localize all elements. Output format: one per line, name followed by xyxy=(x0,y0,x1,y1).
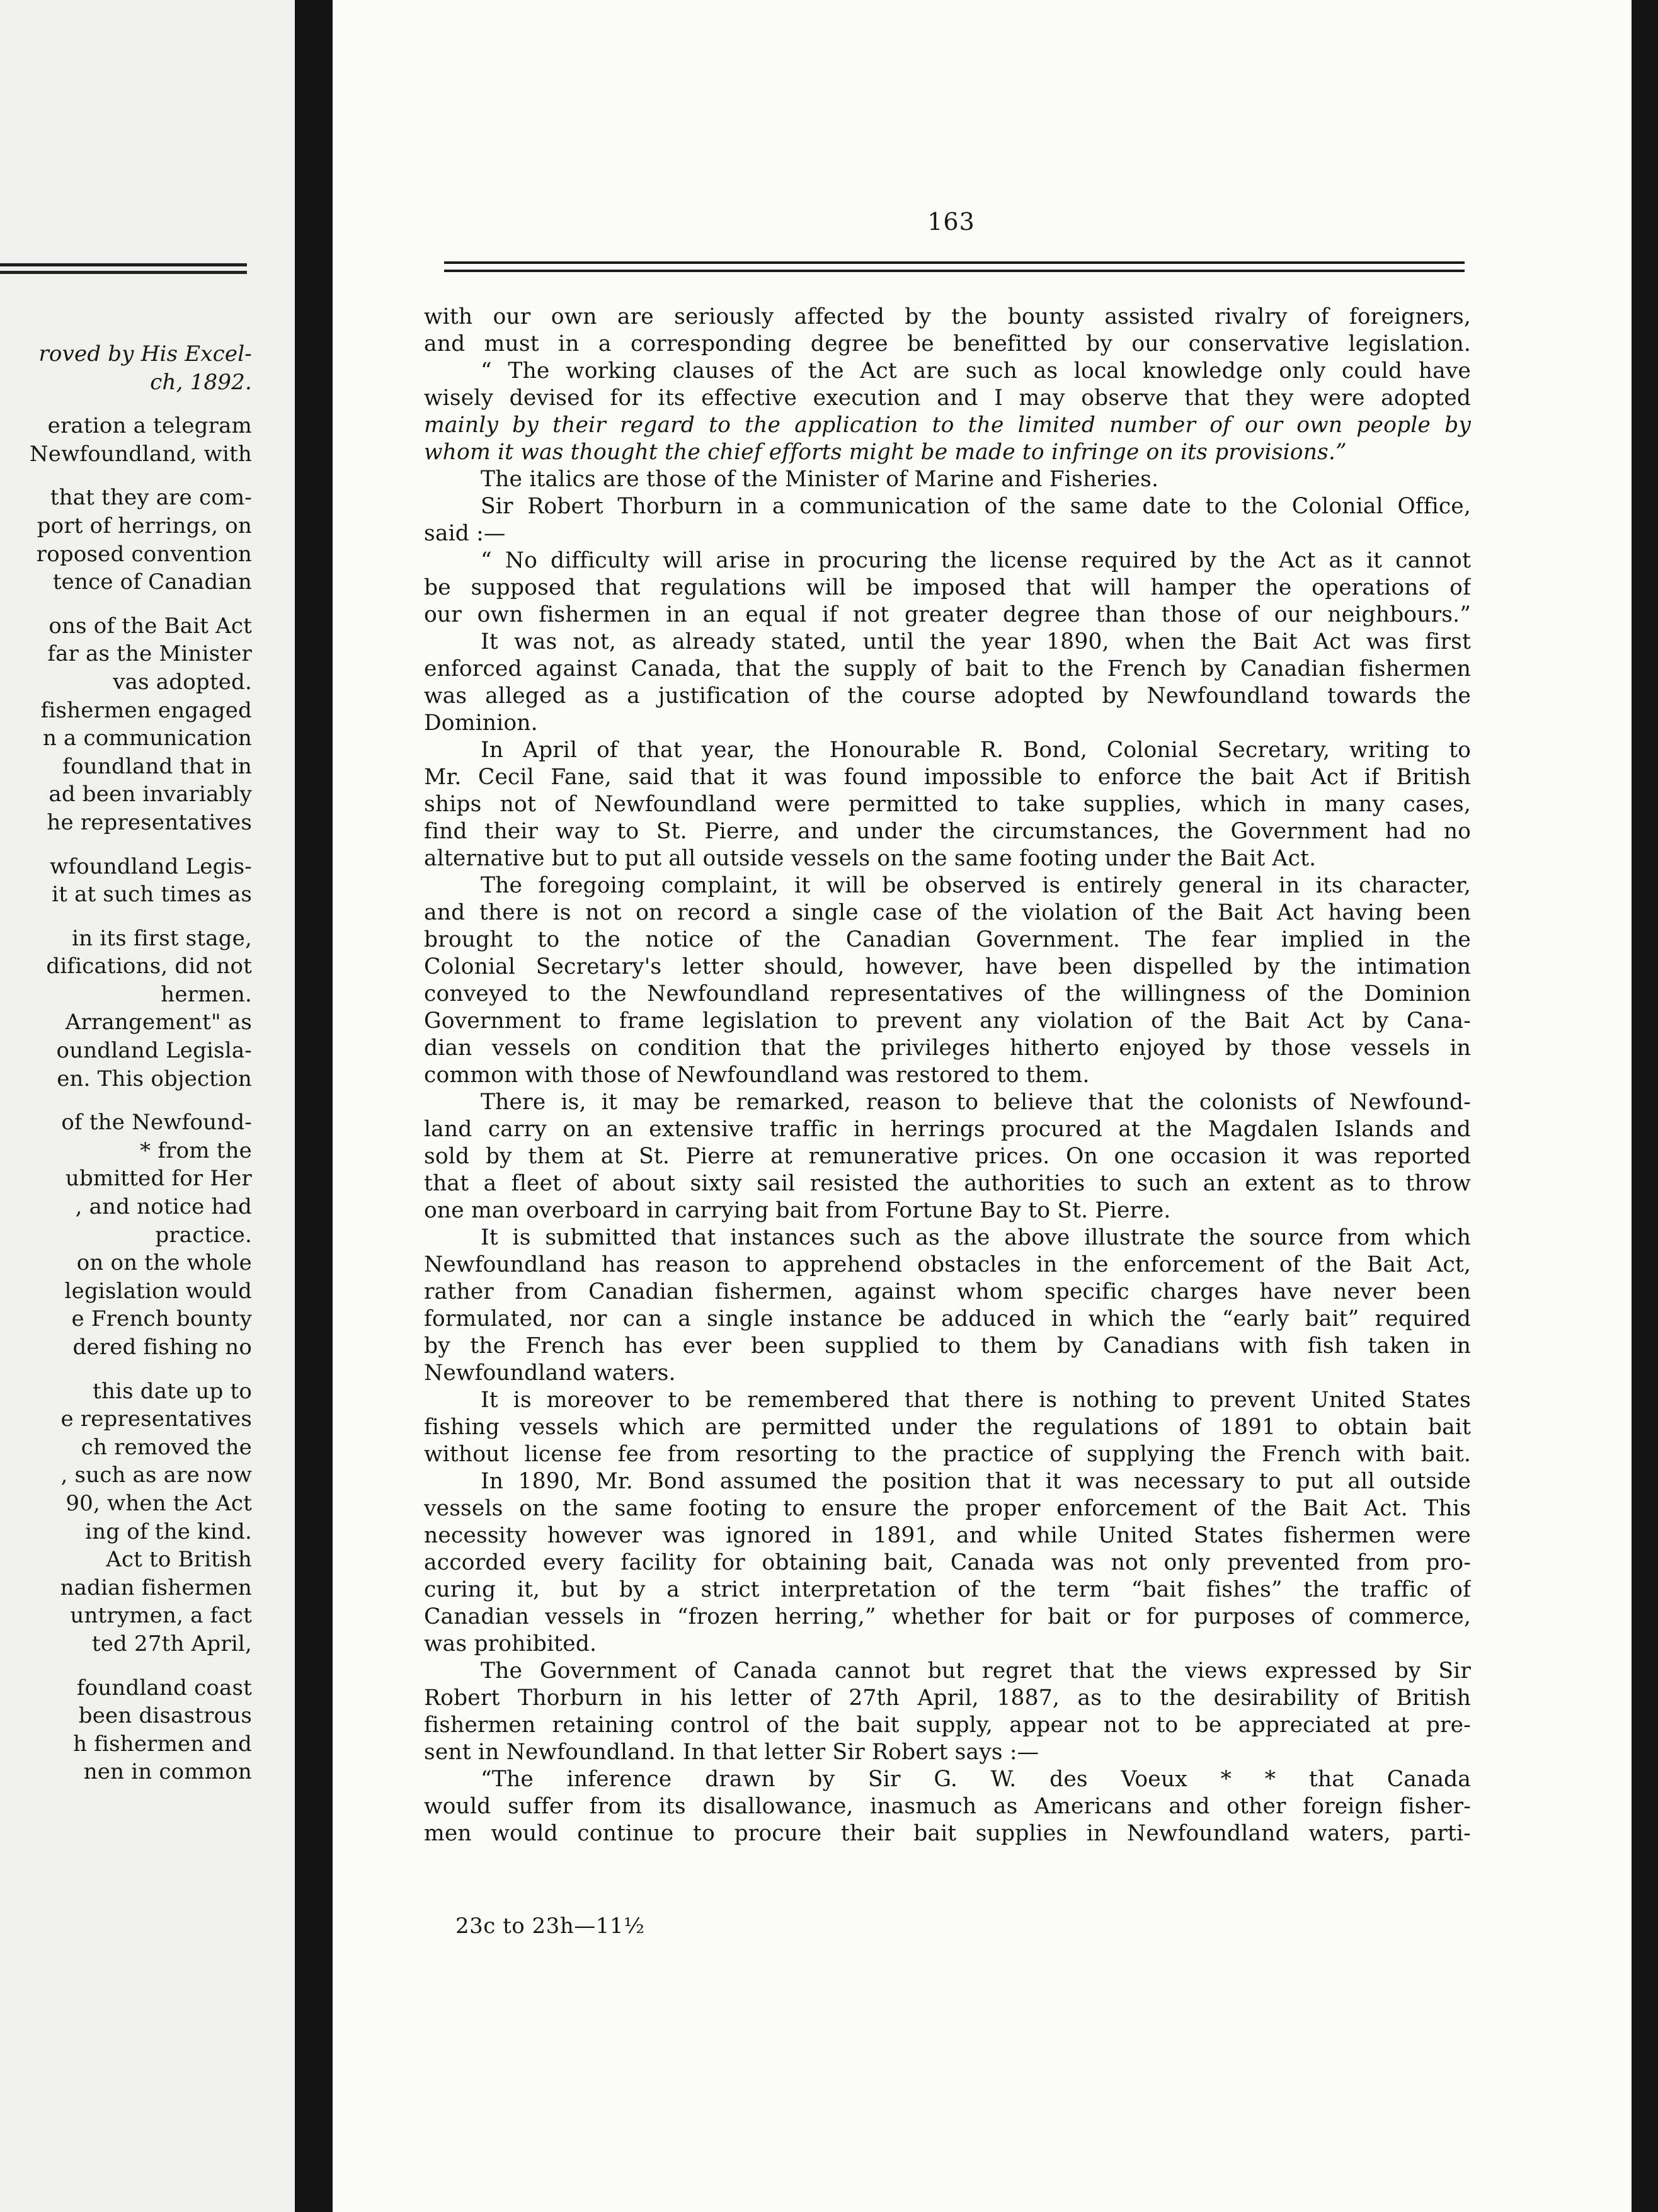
book-gutter xyxy=(295,0,333,2212)
facing-text-line: in its first stage, xyxy=(72,925,252,951)
facing-text-line: port of herrings, on xyxy=(37,513,252,539)
text-line: Mr. Cecil Fane, said that it was found impossible to enforce the bait Act if British xyxy=(424,765,1471,790)
left-header-rule xyxy=(0,271,247,274)
text-line: with our own are seriously affected by the bounty assisted rivalry of foreigners, xyxy=(424,304,1471,329)
text-line: Colonial Secretary's letter should, however, have been dispelled by the intimation xyxy=(424,954,1471,979)
text-line: accorded every facility for obtaining bait, Canada was not only prevented from pro- xyxy=(424,1550,1471,1575)
facing-text-line: tence of Canadian xyxy=(52,569,252,595)
facing-text-line: fishermen engaged xyxy=(40,697,252,723)
facing-text-line: he representatives xyxy=(47,809,252,835)
facing-text-line: ch removed the xyxy=(81,1434,252,1460)
text-line: dian vessels on condition that the privileges hitherto enjoyed by those vessels in xyxy=(424,1035,1471,1061)
facing-text-line: untrymen, a fact xyxy=(70,1603,252,1629)
page-number: 163 xyxy=(927,208,975,236)
facing-text-line: foundland coast xyxy=(76,1675,252,1701)
text-line: men would continue to procure their bait supplies in Newfoundland waters, parti- xyxy=(424,1821,1471,1846)
facing-text-line: e French bounty xyxy=(71,1306,252,1332)
facing-text-line: vas adopted. xyxy=(113,669,252,695)
left-header-rule xyxy=(0,263,247,266)
facing-text-line: * from the xyxy=(140,1137,252,1163)
facing-text-line: of the Newfound- xyxy=(61,1110,252,1136)
text-line: that a fleet of about sixty sail resisted the authorities to such an extent as to throw xyxy=(424,1171,1471,1196)
text-line: The Government of Canada cannot but regret that the views expressed by Sir xyxy=(481,1658,1471,1684)
text-line: vessels on the same footing to ensure the proper enforcement of the Bait Act. This xyxy=(424,1496,1471,1521)
facing-text-line: difications, did not xyxy=(46,954,252,979)
text-line: It is moreover to be remembered that there is nothing to prevent United States xyxy=(481,1388,1471,1413)
text-line: would suffer from its disallowance, inasmuch as Americans and other foreign fisher- xyxy=(424,1794,1471,1819)
text-line: our own fishermen in an equal if not greater degree than those of our neighbours.” xyxy=(424,602,1471,627)
text-line: sold by them at St. Pierre at remunerative prices. On one occasion it was reported xyxy=(424,1144,1471,1169)
text-line: The italics are those of the Minister of Marine and Fisheries. xyxy=(481,467,1159,492)
text-line: Robert Thorburn in his letter of 27th April, 1887, as to the desirability of British xyxy=(424,1685,1471,1711)
signature-mark: 23c to 23h—11½ xyxy=(455,1913,645,1939)
text-line: It is submitted that instances such as the above illustrate the source from which xyxy=(481,1225,1471,1250)
text-line: wisely devised for its effective execution and I may observe that they were adopted xyxy=(424,385,1471,411)
text-line: Newfoundland has reason to apprehend obstacles in the enforcement of the Bait Act, xyxy=(424,1252,1471,1277)
text-line: formulated, nor can a single instance be adduced in which the “early bait” required xyxy=(424,1306,1471,1331)
text-line: common with those of Newfoundland was restored to them. xyxy=(424,1063,1090,1088)
facing-text-line: n a communication xyxy=(42,726,252,751)
facing-text-line: wfoundland Legis- xyxy=(49,853,252,879)
header-rule-bottom xyxy=(444,270,1465,272)
text-line: and there is not on record a single case of the violation of the Bait Act having been xyxy=(424,900,1471,925)
facing-text-line: roposed convention xyxy=(36,541,252,567)
text-line: Dominion. xyxy=(424,710,538,736)
text-line: “ No difficulty will arise in procuring the license required by the Act as it cannot xyxy=(481,548,1471,573)
text-line: rather from Canadian fishermen, against whom specific charges have never been xyxy=(424,1279,1471,1304)
facing-text-line: hermen. xyxy=(161,981,252,1007)
text-line: said :— xyxy=(424,521,506,546)
text-line: In 1890, Mr. Bond assumed the position that it was necessary to put all outside xyxy=(481,1469,1471,1494)
text-line: fishing vessels which are permitted under the regulations of 1891 to obtain bait xyxy=(424,1415,1471,1440)
text-line: whom it was thought the chief efforts might be made to infringe on its provisions.” xyxy=(424,440,1347,465)
facing-text-line: been disastrous xyxy=(78,1703,252,1729)
facing-text-line: eration a telegram xyxy=(47,413,252,439)
facing-text-line: h fishermen and xyxy=(73,1731,252,1757)
facing-text-line: ted 27th April, xyxy=(91,1631,252,1656)
facing-text-line: legislation would xyxy=(64,1278,252,1304)
facing-text-line: dered fishing no xyxy=(72,1335,252,1360)
text-line: was prohibited. xyxy=(424,1631,597,1656)
text-line: find their way to St. Pierre, and under the circumstances, the Government had no xyxy=(424,819,1471,844)
facing-text-line: Act to British xyxy=(106,1547,252,1573)
text-line: without license fee from resorting to the practice of supplying the French with bait. xyxy=(424,1442,1471,1467)
text-line: fishermen retaining control of the bait supply, appear not to be appreciated at pre- xyxy=(424,1713,1471,1738)
facing-text-line: it at such times as xyxy=(52,882,252,908)
text-line: “ The working clauses of the Act are such as local knowledge only could have xyxy=(481,358,1471,384)
text-line: by the French has ever been supplied to them by Canadians with fish taken in xyxy=(424,1333,1471,1359)
facing-text-line: this date up to xyxy=(93,1378,252,1404)
facing-text-line: en. This objection xyxy=(57,1066,252,1092)
facing-text-line: nen in common xyxy=(83,1759,252,1785)
facing-text-line: , and notice had xyxy=(75,1194,252,1220)
text-line: be supposed that regulations will be imposed that will hamper the operations of xyxy=(424,575,1471,600)
text-line: In April of that year, the Honourable R. Bond, Colonial Secretary, writing to xyxy=(481,738,1471,763)
facing-text-line: ad been invariably xyxy=(49,782,252,807)
text-line: Sir Robert Thorburn in a communication of the same date to the Colonial Office, xyxy=(481,494,1471,519)
text-line: It was not, as already stated, until the year 1890, when the Bait Act was first xyxy=(481,629,1471,654)
facing-text-line: ing of the kind. xyxy=(85,1519,252,1544)
text-line: and must in a corresponding degree be benefitted by our conservative legislation. xyxy=(424,331,1471,356)
text-line: alternative but to put all outside vessels on the same footing under the Bait Act. xyxy=(424,846,1317,871)
text-line: was alleged as a justification of the course adopted by Newfoundland towards the xyxy=(424,683,1471,709)
text-line: “The inference drawn by Sir G. W. des Voeux * * that Canada xyxy=(481,1767,1471,1792)
text-line: Newfoundland waters. xyxy=(424,1360,676,1386)
facing-text-line: practice. xyxy=(155,1222,252,1248)
text-line: necessity however was ignored in 1891, and while United States fishermen were xyxy=(424,1523,1471,1548)
text-line: Canadian vessels in “frozen herring,” whether for bait or for purposes of commerce, xyxy=(424,1604,1471,1629)
facing-text-line: ons of the Bait Act xyxy=(49,613,252,639)
facing-text-line: nadian fishermen xyxy=(60,1575,252,1600)
text-line: ships not of Newfoundland were permitted to take supplies, which in many cases, xyxy=(424,792,1471,817)
text-line: mainly by their regard to the application to the limited number of our own people by xyxy=(424,413,1471,438)
text-line: one man overboard in carrying bait from Fortune Bay to St. Pierre. xyxy=(424,1198,1171,1223)
text-line: land carry on an extensive traffic in herrings procured at the Magdalen Islands and xyxy=(424,1117,1471,1142)
facing-text-line: roved by His Excel- xyxy=(38,341,252,367)
header-rule-top xyxy=(444,261,1465,264)
facing-text-line: foundland that in xyxy=(62,753,252,779)
text-line: enforced against Canada, that the supply of bait to the French by Canadian fishermen xyxy=(424,656,1471,681)
facing-text-line: e representatives xyxy=(60,1406,252,1432)
facing-text-line: ch, 1892. xyxy=(150,369,252,395)
facing-text-line: 90, when the Act xyxy=(66,1490,252,1516)
facing-text-line: oundland Legisla- xyxy=(56,1038,252,1064)
text-line: brought to the notice of the Canadian Government. The fear implied in the xyxy=(424,927,1471,952)
page-edge xyxy=(1632,0,1658,2212)
facing-page-fragment xyxy=(0,0,295,2212)
facing-text-line: Arrangement" as xyxy=(65,1010,252,1035)
facing-text-line: , such as are now xyxy=(60,1462,252,1488)
facing-text-line: Newfoundland, with xyxy=(29,441,252,467)
text-line: There is, it may be remarked, reason to believe that the colonists of Newfound- xyxy=(481,1090,1471,1115)
text-line: conveyed to the Newfoundland representatives of the willingness of the Dominion xyxy=(424,981,1471,1006)
text-line: sent in Newfoundland. In that letter Sir Robert says :— xyxy=(424,1740,1039,1765)
facing-text-line: that they are com- xyxy=(50,485,252,511)
facing-text-line: ubmitted for Her xyxy=(65,1166,252,1192)
body-text xyxy=(424,304,1471,1847)
facing-text-line: on on the whole xyxy=(76,1250,252,1276)
text-line: Government to frame legislation to prevent any violation of the Bait Act by Cana- xyxy=(424,1008,1471,1034)
text-line: The foregoing complaint, it will be observed is entirely general in its character, xyxy=(481,873,1471,898)
text-line: curing it, but by a strict interpretation of the term “bait fishes” the traffic of xyxy=(424,1577,1471,1602)
facing-page-text xyxy=(0,340,252,1786)
facing-text-line: far as the Minister xyxy=(47,641,252,667)
